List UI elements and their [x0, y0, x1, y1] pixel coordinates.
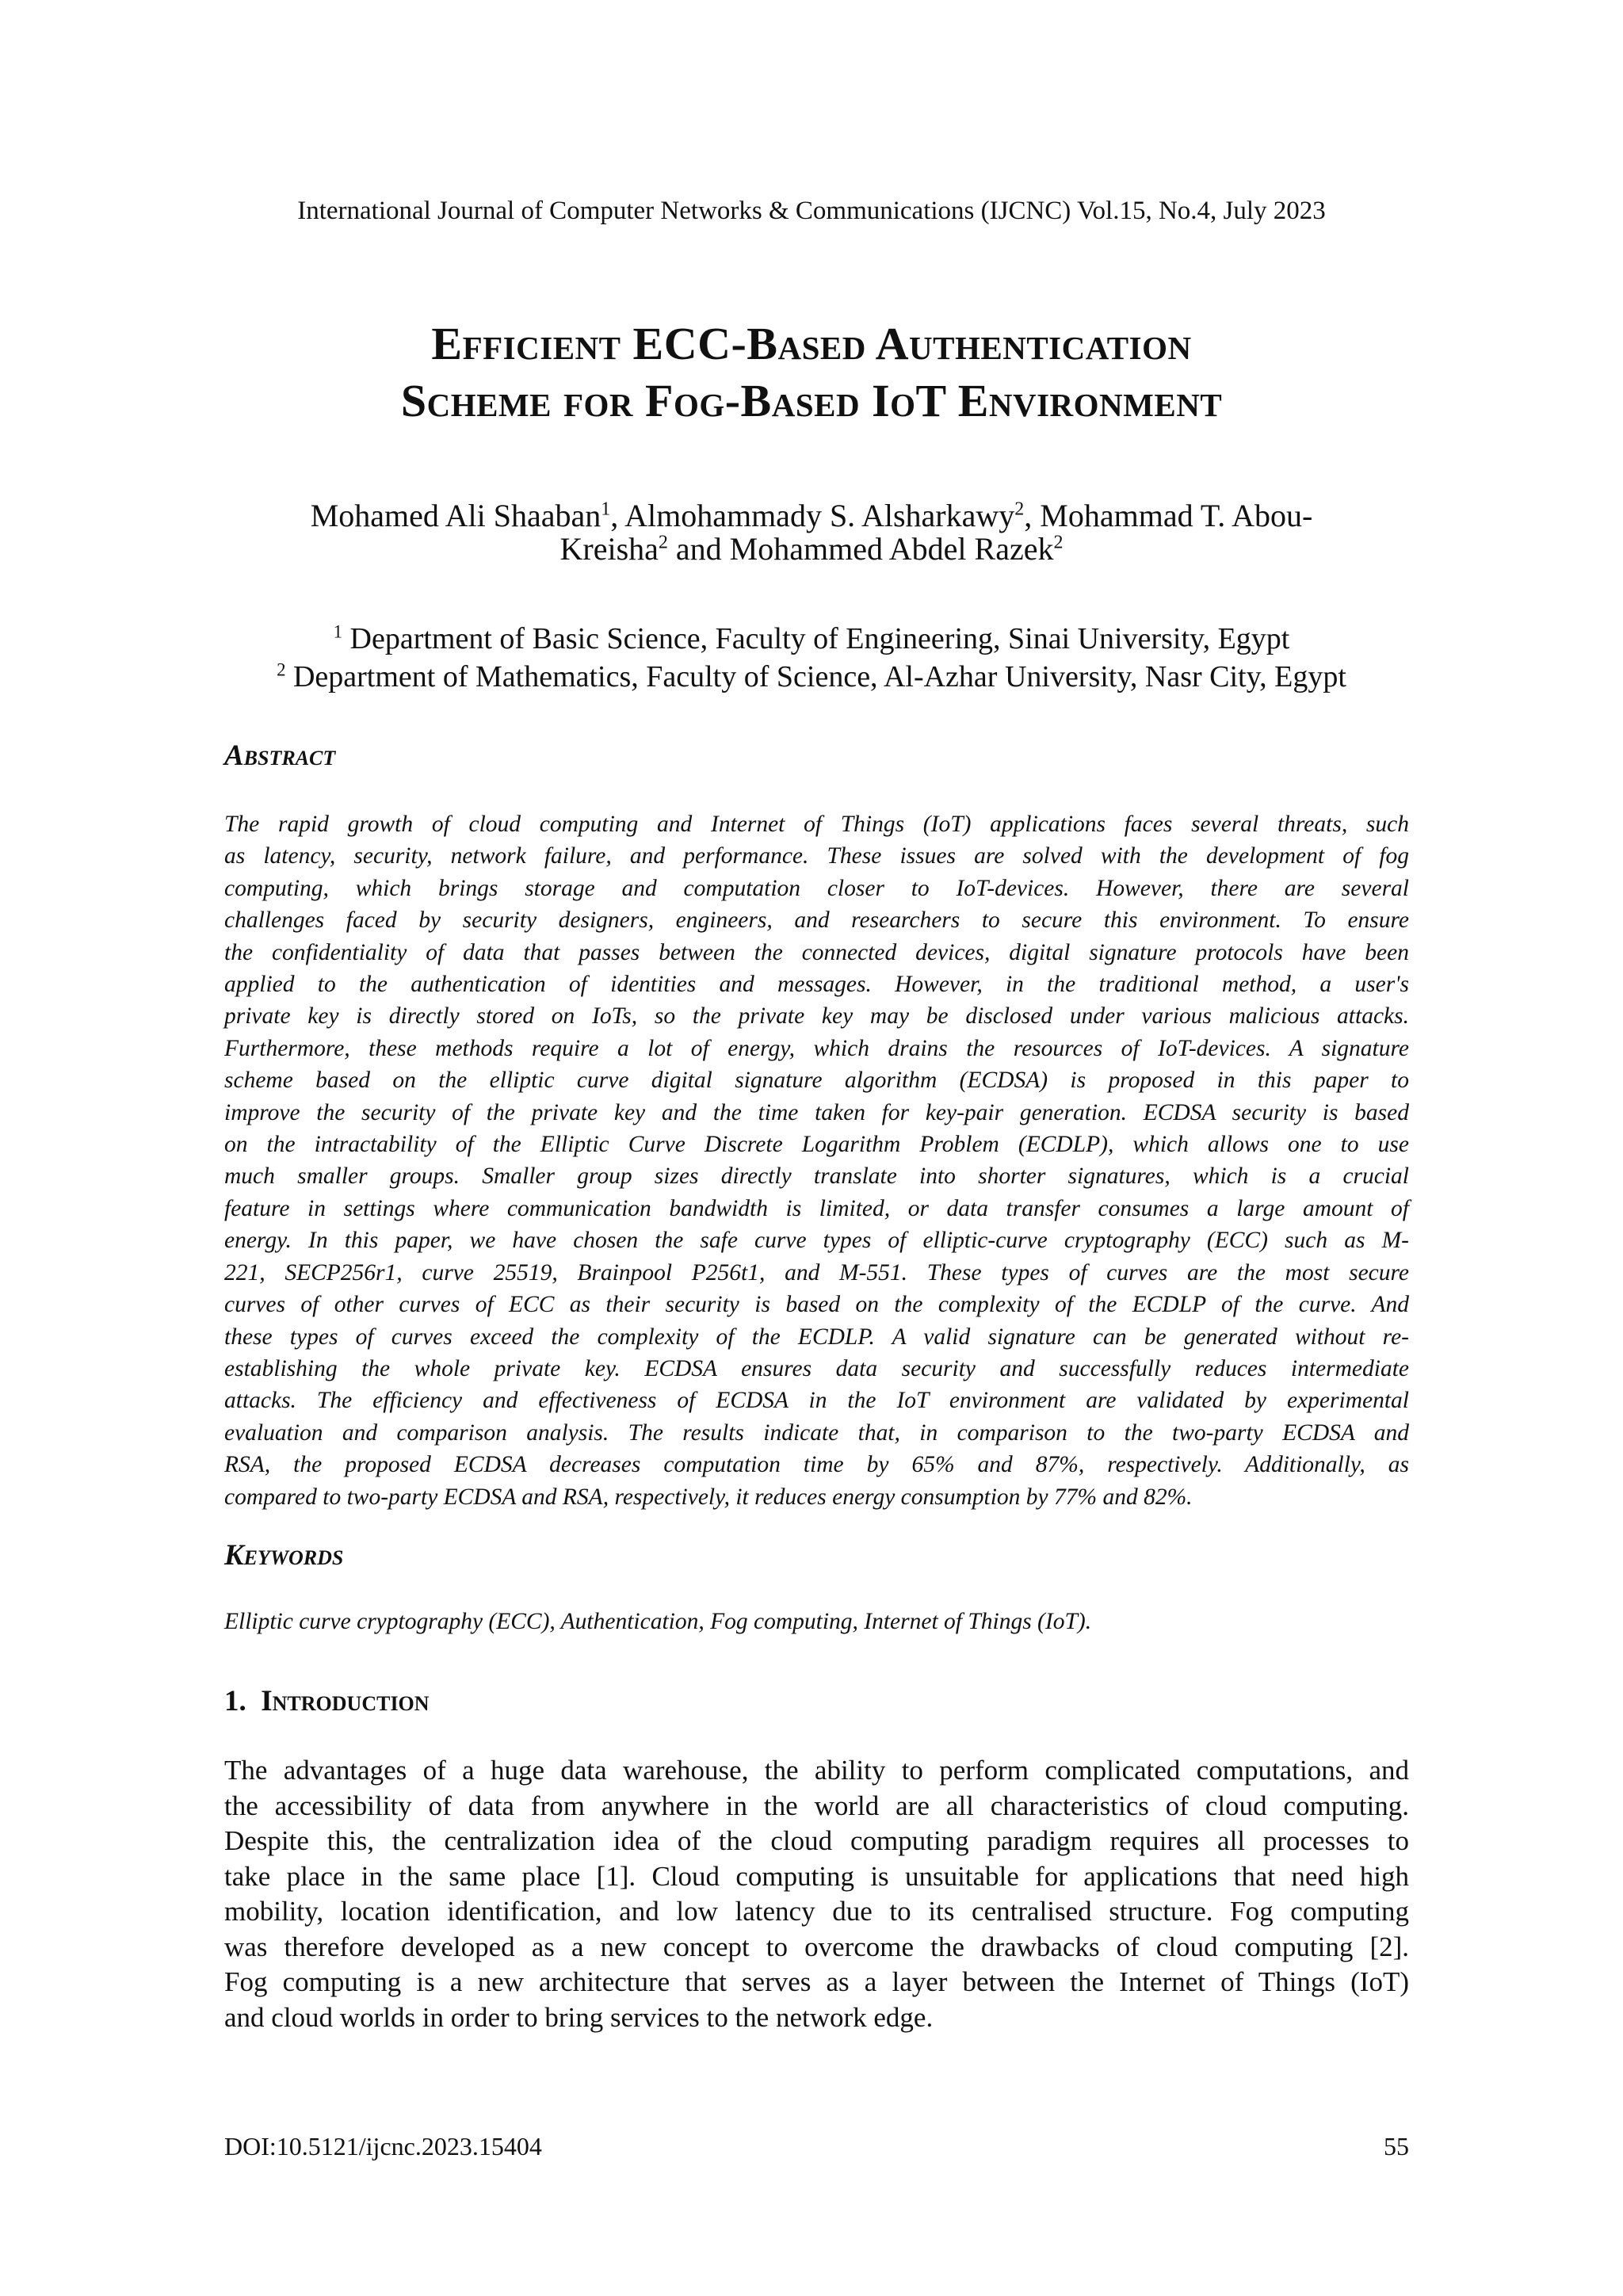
paragraph-line: was therefore developed as a new concept to overcome the drawbacks of cloud computing [2]. [224, 1931, 1409, 1962]
keywords-text: Elliptic curve cryptography (ECC), Authentication, Fog computing, Internet of Things (IoT). [224, 1609, 1092, 1634]
author-2-sup: 2 [1014, 499, 1025, 520]
affiliation-1-text: Department of Basic Science, Faculty of Engineering, Sinai University, Egypt [342, 622, 1290, 655]
title-line-2: Scheme for Fog-Based IoT Environment [400, 375, 1223, 426]
abstract-line: establishing the whole private key. ECDSA ensures data security and successfully reduces intermediate [224, 1355, 1409, 1381]
affiliation-2 [0, 658, 1623, 696]
abstract-line: computing, which brings storage and computation closer to IoT-devices. However, there are several [224, 875, 1409, 901]
affiliation-2-sup: 2 [277, 659, 286, 680]
abstract-line: on the intractability of the Elliptic Curve Discrete Logarithm Problem (ECDLP), which allows one to use [224, 1132, 1409, 1158]
abstract-line: RSA, the proposed ECDSA decreases computation time by 65% and 87%, respectively. Additionally, as [224, 1452, 1409, 1478]
abstract-body [224, 808, 1409, 1513]
author-3-cont: Kreisha [559, 531, 659, 567]
affiliation-2-text: Department of Mathematics, Faculty of Science, Al-Azhar University, Nasr City, Egypt [285, 660, 1346, 693]
paragraph-line: and cloud worlds in order to bring services to the network edge. [224, 2001, 934, 2033]
introduction-body [224, 1753, 1409, 2035]
abstract-line: as latency, security, network failure, and performance. These issues are solved with the development of fog [224, 843, 1409, 869]
abstract-line: feature in settings where communication bandwidth is limited, or data transfer consumes a large amount of [224, 1195, 1409, 1221]
abstract-line: 221, SECP256r1, curve 25519, Brainpool P256t1, and M-551. These types of curves are the most secure [224, 1259, 1409, 1286]
abstract-line: scheme based on the elliptic curve digital signature algorithm (ECDSA) is proposed in this paper to [224, 1068, 1409, 1094]
paragraph-line: mobility, location identification, and low latency due to its centralised structure. Fog computing [224, 1896, 1409, 1927]
abstract-line: private key is directly stored on IoTs, so the private key may be disclosed under various malicious attacks. [224, 1003, 1409, 1030]
affiliation-1 [0, 620, 1623, 658]
author-2: , Almohammady S. Alsharkawy [610, 498, 1015, 533]
keywords-heading: Keywords [224, 1539, 344, 1572]
abstract-line: energy. In this paper, we have chosen the safe curve types of elliptic-curve cryptography (ECC) such as M- [224, 1228, 1409, 1254]
abstract-line: these types of curves exceed the complexity of the ECDLP. A valid signature can be generated without re- [224, 1324, 1409, 1350]
author-4-sup: 2 [1053, 532, 1064, 553]
abstract-line: improve the security of the private key and the time taken for key-pair generation. ECDSA security is based [224, 1099, 1409, 1125]
paragraph-line: Fog computing is a new architecture that serves as a layer between the Internet of Things (IoT) [224, 1966, 1409, 1997]
abstract-line: evaluation and comparison analysis. The results indicate that, in comparison to the two-party ECDSA and [224, 1419, 1409, 1446]
abstract-line: much smaller groups. Smaller group sizes directly translate into shorter signatures, which is a crucial [224, 1163, 1409, 1190]
abstract-heading: Abstract [224, 739, 336, 772]
section-heading-introduction: 1. Introduction [224, 1685, 430, 1717]
paragraph-line: the accessibility of data from anywhere in the world are all characteristics of cloud computing. [224, 1790, 1409, 1821]
author-3: , Mohammad T. Abou- [1024, 498, 1313, 533]
abstract-line: the confidentiality of data that passes between the connected devices, digital signature protocols have been [224, 939, 1409, 965]
abstract-line: Furthermore, these methods require a lot of energy, which drains the resources of IoT-devices. A signature [224, 1035, 1409, 1061]
abstract-line: compared to two-party ECDSA and RSA, respectively, it reduces energy consumption by 77% and 82%. [224, 1484, 1193, 1510]
title-line-1: Efficient ECC-Based Authentication [431, 318, 1192, 369]
page-number: 55 [1384, 2132, 1409, 2160]
abstract-line: challenges faced by security designers, engineers, and researchers to secure this environment. To ensure [224, 907, 1409, 934]
running-header: International Journal of Computer Networks & Communications (IJCNC) Vol.15, No.4, July 2023 [297, 197, 1326, 225]
author-1: Mohamed Ali Shaaban [310, 498, 601, 533]
paper-title [0, 315, 1623, 430]
paragraph-line: The advantages of a huge data warehouse, the ability to perform complicated computations, and [224, 1755, 1409, 1786]
paragraph-line: take place in the same place [1]. Cloud computing is unsuitable for applications that need high [224, 1860, 1409, 1892]
author-4: and Mohammed Abdel Razek [667, 531, 1054, 567]
author-1-sup: 1 [601, 499, 611, 520]
author-3-sup: 2 [658, 532, 668, 553]
footer-doi: DOI:10.5121/ijcnc.2023.15404 [224, 2132, 542, 2160]
paragraph-line: Despite this, the centralization idea of the cloud computing paradigm requires all processes to [224, 1825, 1409, 1856]
authors [0, 499, 1623, 566]
abstract-line: applied to the authentication of identities and messages. However, in the traditional method, a user's [224, 972, 1409, 998]
affiliation-1-sup: 1 [333, 621, 343, 642]
abstract-line: curves of other curves of ECC as their security is based on the complexity of the ECDLP of the curve. And [224, 1292, 1409, 1318]
abstract-line: attacks. The efficiency and effectiveness of ECDSA in the IoT environment are validated by experimental [224, 1388, 1409, 1414]
abstract-line: The rapid growth of cloud computing and Internet of Things (IoT) applications faces several threats, such [224, 812, 1409, 837]
affiliations [0, 620, 1623, 696]
